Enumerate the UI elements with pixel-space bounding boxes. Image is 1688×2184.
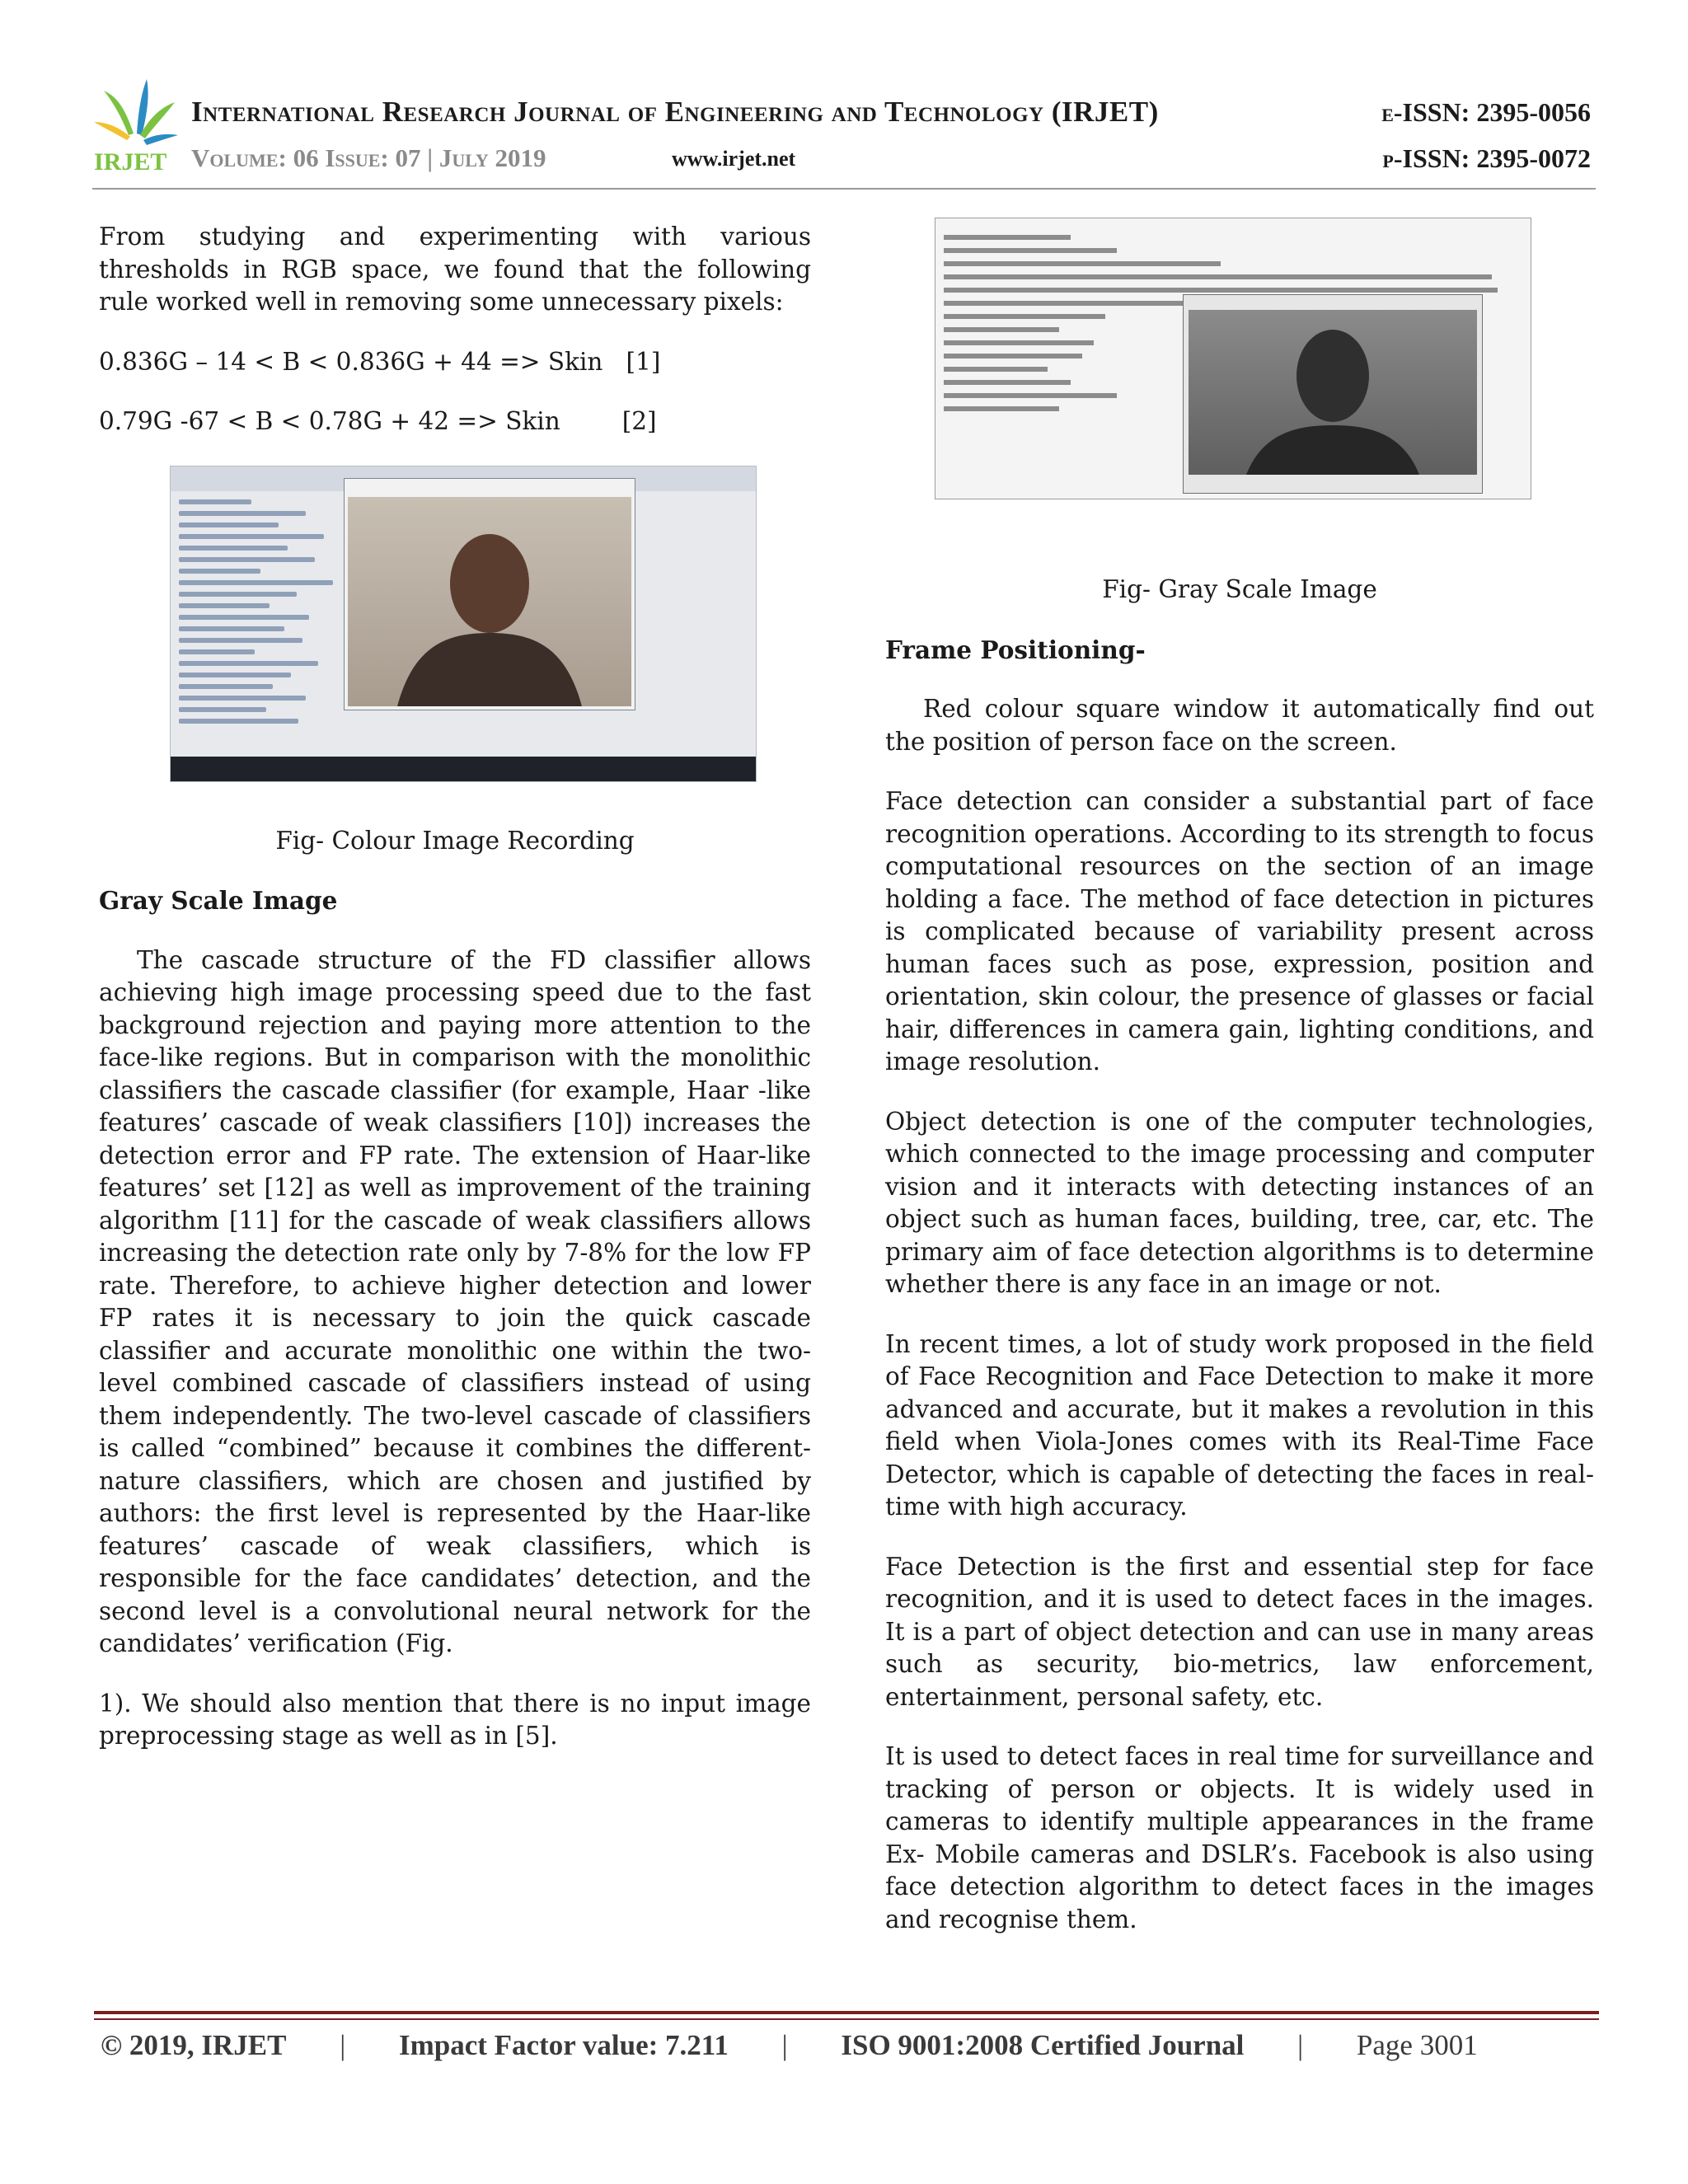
- footer-page-number: Page 3001: [1356, 2029, 1478, 2061]
- irjet-logo: [92, 76, 178, 175]
- footer-separator: |: [1297, 2029, 1304, 2061]
- equation-2: 0.79G -67 < B < 0.78G + 42 => Skin [2]: [99, 407, 657, 435]
- p-issn: p-ISSN: 2395-0072: [1382, 143, 1591, 173]
- right-column: [885, 221, 1594, 1963]
- section-heading-gray-scale: Gray Scale Image: [99, 886, 338, 915]
- footer-rule-thick: [94, 2011, 1599, 2014]
- gray-scale-paragraph: The cascade structure of the FD classifier allows achieving high image processing speed due to the fast background rejection and paying more attention to the face-like regions. But in comparison with the monolithic classifiers the cascade classifier (for example, Haar -like features’ cascade of weak classifiers [10]) increases the detection error and FP rate. The extension of Haar-like features’ set [12] as well as improvement of the training algorithm [11] for the cascade of weak classifiers allows increasing the detection rate only by 7-8% for the low FP rate. Therefore, to achieve higher detection and lower FP rates it is necessary to join the quick cascade classifier and accurate monolithic one within the two-level combined cascade of classifiers instead of using them independently. The two-level cascade of classifiers is called “combined” because it combines the different-nature classifiers, which are chosen and justified by authors: the first level is represented by the Haar-like features’ cascade of weak classifiers, which is responsible for the face candidates’ detection, and the second level is a convolutional neural network for the candidates’ verification (Fig.: [99, 945, 811, 1657]
- figure-code-editor: [179, 499, 360, 747]
- frame-positioning-paragraph: Red colour square window it automatically find out the position of person face on the screen.: [885, 695, 1594, 756]
- footer-separator: |: [340, 2029, 346, 2061]
- footer-separator: |: [781, 2029, 788, 2061]
- journal-title: International Research Journal of Engineering and Technology (IRJET): [191, 96, 1159, 128]
- footer-rule-thin: [94, 2018, 1599, 2020]
- object-detection-paragraph: Object detection is one of the computer technologies, which connected to the image processing and computer vision and it interacts with detecting instances of an object such as human faces, building, tree, car, etc. The primary aim of face detection algorithms is to determine whether there is any face in an image or not.: [885, 1107, 1594, 1298]
- face-detection-paragraph: Face detection can consider a substantial part of face recognition operations. According to its strength to focus computational resources on the section of an image holding a face. The method of face detection in pictures is complicated because of variability present across human faces such as pose, expression, position and orientation, skin colour, the presence of glasses or facial hair, differences in camera gain, lighting conditions, and image resolution.: [885, 787, 1594, 1076]
- section-heading-frame-positioning: Frame Positioning-: [885, 635, 1146, 664]
- figure-gray-camera-window: [1183, 294, 1483, 494]
- figure-caption-colour: Fig- Colour Image Recording: [275, 826, 635, 855]
- journal-website[interactable]: www.irjet.net: [672, 147, 796, 171]
- realtime-detection-paragraph: It is used to detect faces in real time for surveillance and tracking of person or objects. It is widely used in cameras to identify multiple appearances in the frame Ex- Mobile cameras and DSLR’s. Facebook is also using face detection algorithm to detect faces in the images and recognise them.: [885, 1742, 1594, 1933]
- logo-text: IRJET: [94, 148, 167, 175]
- intro-paragraph: From studying and experimenting with various thresholds in RGB space, we found that the following rule worked well in removing some unnecessary pixels:: [99, 223, 811, 316]
- face-detection-step-paragraph: Face Detection is the first and essential step for face recognition, and it is used to detect faces in the images. It is a part of object detection and can use in many areas such as security, bio-metrics, law enforcement, entertainment, personal safety, etc.: [885, 1552, 1594, 1711]
- figure-gray-camera-view: [1189, 310, 1477, 475]
- footer-iso: ISO 9001:2008 Certified Journal: [841, 2029, 1245, 2061]
- figure-camera-window: [344, 478, 635, 710]
- figure-taskbar: [171, 757, 756, 781]
- recent-work-paragraph: In recent times, a lot of study work proposed in the field of Face Recognition and Face Detection to make it more advanced and accurate, but it makes a revolution in this field when Viola-Jones comes with its Real-Time Face Detector, which is capable of detecting the faces in real-time with high accuracy.: [885, 1329, 1594, 1521]
- gray-scale-figure: [935, 218, 1531, 499]
- figure-caption-gray: Fig- Gray Scale Image: [1102, 575, 1377, 603]
- footer-impact-factor: Impact Factor value: 7.211: [399, 2029, 729, 2061]
- person-silhouette-icon: [348, 497, 631, 706]
- person-silhouette-icon: [1189, 310, 1477, 475]
- gray-scale-paragraph-continued: 1). We should also mention that there is no input image preprocessing stage as well as in [5].: [99, 1689, 811, 1750]
- equation-1: 0.836G – 14 < B < 0.836G + 44 => Skin [1]: [99, 347, 661, 376]
- issue-line: Volume: 06 Issue: 07 | July 2019: [191, 143, 546, 172]
- page-footer: [101, 2029, 1478, 2062]
- left-column: [99, 221, 811, 1780]
- figure-camera-view: [348, 497, 631, 706]
- e-issn: e-ISSN: 2395-0056: [1381, 97, 1591, 127]
- footer-copyright: © 2019, IRJET: [101, 2029, 287, 2061]
- header-rule: [92, 188, 1596, 190]
- colour-image-recording-figure: [170, 466, 757, 782]
